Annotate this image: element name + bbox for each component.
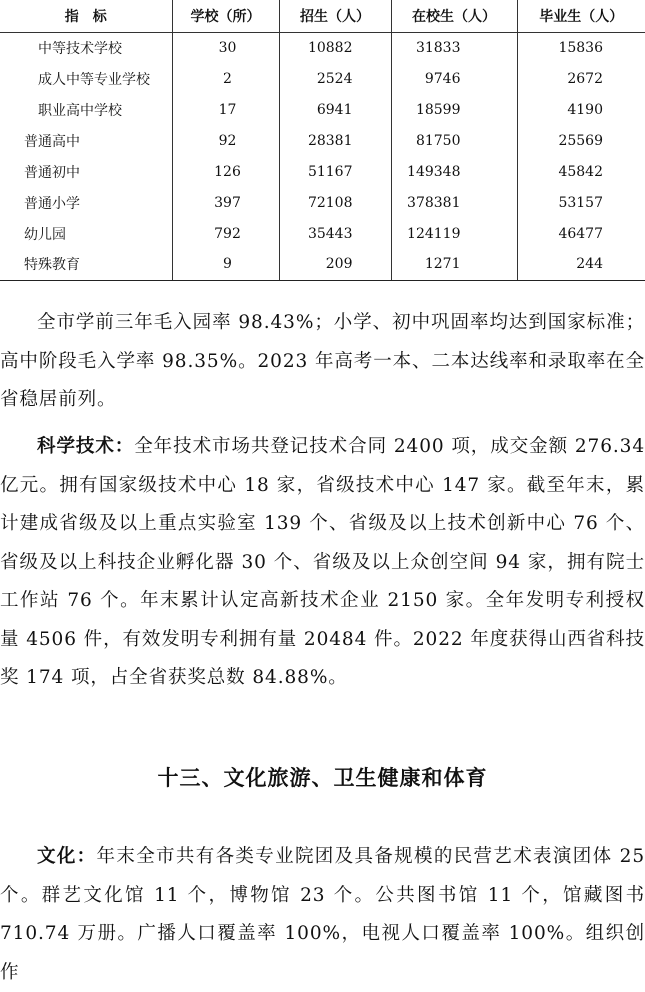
- graduates-cell: 4190: [517, 94, 645, 125]
- graduates-cell: 45842: [517, 156, 645, 187]
- table-header-row: [0, 0, 645, 32]
- row-name-cell: 成人中等专业学校: [0, 63, 172, 94]
- students-cell: 124119: [391, 218, 517, 249]
- graduates-cell: 46477: [517, 218, 645, 249]
- row-name-cell: 职业高中学校: [0, 94, 172, 125]
- enrolled-cell: 35443: [279, 218, 391, 249]
- science-technology-lead: 科学技术：: [37, 436, 135, 457]
- table-row: [0, 32, 645, 63]
- schools-cell: 792: [172, 218, 279, 249]
- graduates-cell: 53157: [517, 187, 645, 218]
- row-name-cell: 幼儿园: [0, 218, 172, 249]
- schools-cell: 126: [172, 156, 279, 187]
- row-name-cell: 中等技术学校: [0, 32, 172, 63]
- culture-text: [0, 838, 645, 992]
- culture-lead: 文化：: [37, 846, 97, 867]
- section-heading: 十三、文化旅游、卫生健康和体育: [157, 766, 488, 790]
- header-schools: 学校（所）: [172, 0, 279, 32]
- culture-body: 年末全市共有各类专业院团及具备规模的民营艺术表演团体 25 个。群艺文化馆 11 个，博物馆 23 个。公共图书馆 11 个，馆藏图书 710.74 万册。广播人口覆盖率 100%，电视人口覆盖率 100%。组织创作: [0, 846, 645, 983]
- table-row: [0, 218, 645, 249]
- header-indicator: 指 标: [0, 0, 172, 32]
- students-cell: 378381: [391, 187, 517, 218]
- schools-cell: 9: [172, 249, 279, 280]
- schools-cell: 2: [172, 63, 279, 94]
- science-technology-paragraph: [0, 428, 645, 698]
- students-cell: 9746: [391, 63, 517, 94]
- row-name-cell: 普通初中: [0, 156, 172, 187]
- table-row: [0, 94, 645, 125]
- table-row: [0, 249, 645, 280]
- enrolled-cell: 72108: [279, 187, 391, 218]
- header-enrolled: 招生（人）: [279, 0, 391, 32]
- enrolled-cell: 2524: [279, 63, 391, 94]
- row-name-cell: 普通小学: [0, 187, 172, 218]
- graduates-cell: 25569: [517, 125, 645, 156]
- students-cell: 81750: [391, 125, 517, 156]
- row-name-cell: 特殊教育: [0, 249, 172, 280]
- education-summary-text: 全市学前三年毛入园率 98.43%；小学、初中巩固率均达到国家标准；高中阶段毛入学率 98.35%。2023 年高考一本、二本达线率和录取率在全省稳居前列。: [0, 312, 645, 410]
- students-cell: 31833: [391, 32, 517, 63]
- enrolled-cell: 28381: [279, 125, 391, 156]
- schools-cell: 397: [172, 187, 279, 218]
- science-technology-text: [0, 428, 645, 698]
- education-statistics-table: [0, 0, 645, 281]
- header-graduates: 毕业生（人）: [517, 0, 645, 32]
- graduates-cell: 2672: [517, 63, 645, 94]
- enrolled-cell: 10882: [279, 32, 391, 63]
- education-summary-paragraph: [0, 304, 645, 420]
- enrolled-cell: 6941: [279, 94, 391, 125]
- table-row: [0, 187, 645, 218]
- enrolled-cell: 51167: [279, 156, 391, 187]
- table-row: [0, 125, 645, 156]
- schools-cell: 92: [172, 125, 279, 156]
- schools-cell: 30: [172, 32, 279, 63]
- enrolled-cell: 209: [279, 249, 391, 280]
- students-cell: 1271: [391, 249, 517, 280]
- graduates-cell: 15836: [558, 39, 603, 56]
- table-row: [0, 156, 645, 187]
- students-cell: 149348: [391, 156, 517, 187]
- graduates-cell: 244: [517, 249, 645, 280]
- table-row: [0, 63, 645, 94]
- science-technology-body: 全年技术市场共登记技术合同 2400 项，成交金额 276.34 亿元。拥有国家级技术中心 18 家，省级技术中心 147 家。截至年末，累计建成省级及以上重点实验室 139 个、省级及以上技术创新中心 76 个、省级及以上科技企业孵化器 30 个、省级及以上众创空间 94 家，拥有院士工作站 76 个。年末累计认定高新技术企业 2150 家。全年发明专利授权量 4506 件，有效发明专利拥有量 20484 件。2022 年度获得山西省科技奖 174 项，占全省获奖总数 84.88%。: [0, 436, 645, 688]
- row-name-cell: 普通高中: [0, 125, 172, 156]
- students-cell: 18599: [391, 94, 517, 125]
- culture-paragraph: [0, 838, 645, 992]
- header-students: 在校生（人）: [391, 0, 517, 32]
- schools-cell: 17: [172, 94, 279, 125]
